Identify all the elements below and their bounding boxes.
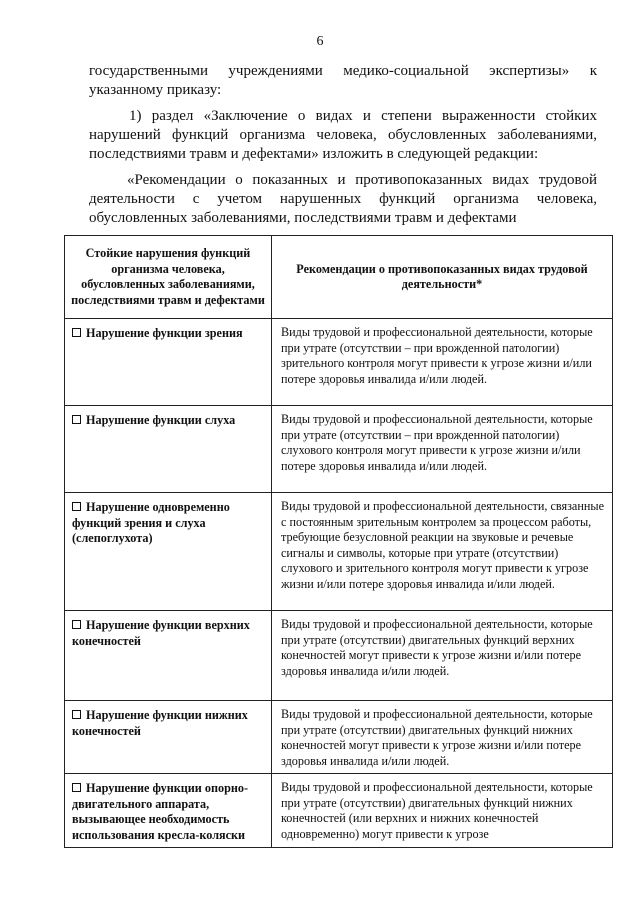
intro-line: государственными учреждениями медико-социальной экспертизы» к [89, 63, 597, 79]
recommendation-cell: Виды трудовой и профессиональной деятельности, которые при утрате (отсутствии – при врожденной патологии) слухового контроля могут привести к угрозе жизни и/или потере здоровья инвалида и/или людей. [272, 406, 613, 493]
recommendations-table [64, 235, 613, 848]
checkbox-icon [72, 783, 81, 792]
table-row [65, 319, 613, 406]
recommendation-cell: Виды трудовой и профессиональной деятельности, которые при утрате (отсутствии) двигательных функций нижних конечностей могут привести к угрозе жизни и/или потере здоровья инвалида и/или людей. [272, 701, 613, 774]
condition-cell [65, 493, 272, 611]
table-row [65, 701, 613, 774]
header-recommendations: Рекомендации о противопоказанных видах трудовой деятельности* [272, 236, 613, 319]
page-number: 6 [316, 34, 324, 49]
condition-cell [65, 319, 272, 406]
condition-text: Нарушение функции зрения [86, 326, 243, 340]
condition-cell [65, 701, 272, 774]
table-header-row [65, 236, 613, 319]
header-conditions: Стойкие нарушения функций организма человека, обусловленных заболеваниями, последствиями травм и дефектами [65, 236, 272, 319]
checkbox-icon [72, 328, 81, 337]
intro-line: обусловленных заболеваниями, последствиями травм и дефектами [89, 210, 517, 226]
intro-line: последствиями травм и дефектами» изложить в следующей редакции: [89, 146, 539, 162]
recommendation-cell: Виды трудовой и профессиональной деятельности, которые при утрате (отсутствии) двигательных функций нижних конечностей (или верхних и нижних конечностей одновременно) могут привести к угрозе [272, 774, 613, 848]
intro-line: нарушений функций организма человека, обусловленных заболеваниями, [89, 127, 597, 143]
checkbox-icon [72, 620, 81, 629]
condition-text: Нарушение функции верхних конечностей [72, 618, 250, 648]
recommendation-cell: Виды трудовой и профессиональной деятельности, связанные с постоянным зрительным контролем за процессом работы, требующие безусловной реакции на звуковые и речевые сигналы и символы, которые при утрате (отсутствии) слухового и зрительного контроля могут привести к угрозе жизни и/или потере здоровья инвалида и/или людей. [272, 493, 613, 611]
recommendation-cell: Виды трудовой и профессиональной деятельности, которые при утрате (отсутствии) двигательных функций верхних конечностей могут привести к угрозе жизни и/или потере здоровья инвалида и/или людей. [272, 611, 613, 701]
table-row [65, 774, 613, 848]
condition-cell [65, 611, 272, 701]
intro-line: «Рекомендации о показанных и противопоказанных видах трудовой [127, 172, 597, 188]
condition-text: Нарушение функции нижних конечностей [72, 708, 248, 738]
condition-text: Нарушение одновременно функций зрения и слуха (слепоглухота) [72, 500, 230, 545]
checkbox-icon [72, 415, 81, 424]
condition-text: Нарушение функции слуха [86, 413, 236, 427]
recommendation-cell: Виды трудовой и профессиональной деятельности, которые при утрате (отсутствии – при врожденной патологии) зрительного контроля могут привести к угрозе жизни и/или потере здоровья инвалида и/или людей. [272, 319, 613, 406]
condition-text: Нарушение функции опорно-двигательного аппарата, вызывающее необходимость использования кресла-коляски [72, 781, 249, 842]
condition-cell [65, 406, 272, 493]
table-row [65, 406, 613, 493]
checkbox-icon [72, 502, 81, 511]
intro-text [89, 62, 597, 228]
checkbox-icon [72, 710, 81, 719]
intro-line: 1) раздел «Заключение о видах и степени выраженности стойких [129, 108, 597, 124]
intro-line: деятельности с учетом нарушенных функций организма человека, [89, 191, 597, 207]
intro-line: указанному приказу: [89, 82, 222, 98]
condition-cell [65, 774, 272, 848]
table-row [65, 611, 613, 701]
table-row [65, 493, 613, 611]
